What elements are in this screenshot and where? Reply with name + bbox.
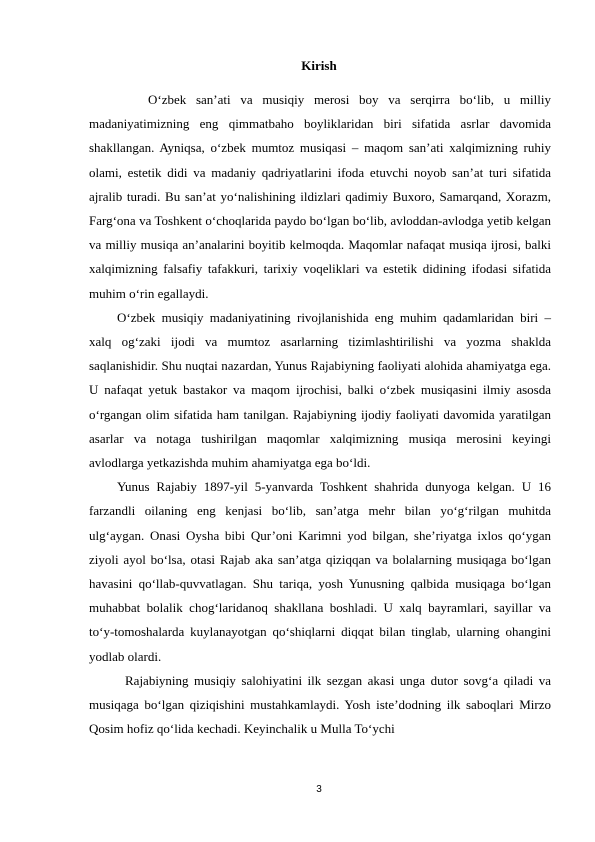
page-number: 3 [316, 784, 322, 795]
paragraph-1: O‘zbek san’ati va musiqiy merosi boy va serqirra bo‘lib, u milliy madaniyatimizning eng qimmatbaho boyliklaridan biri sifatida asrlar davomida shakllangan. Ayniqsa, o‘zbek mumtoz musiqasi – maqom san’ati xalqimizning ruhiy olami, estetik didi va madaniy qadriyatlarini ifoda etuvchi noyob san’at turi sifatida ajralib turadi. Bu san’at yo‘nalishining ildizlari qadimiy Buxoro, Samarqand, Xorazm, Farg‘ona va Toshkent o‘choqlarida paydo bo‘lgan bo‘lib, avloddan-avlodga yetib kelgan va milliy musiqa an’analarini boyitib kelmoqda. Maqomlar nafaqat musiqa ijrosi, balki xalqimizning falsafiy tafakkuri, tarixiy voqeliklari va estetik didining ifodasi sifatida muhim o‘rin egallaydi. [89, 92, 551, 301]
paragraph-3: Yunus Rajabiy 1897-yil 5-yanvarda Toshkent shahrida dunyoga kelgan. U 16 farzandli oilaning eng kenjasi bo‘lib, san’atga mehr bilan yo‘g‘rilgan muhitda ulg‘aygan. Onasi Oysha bibi Qur’oni Karimni yod bilgan, she’riyatga ixlos qo‘ygan ziyoli ayol bo‘lsa, otasi Rajab aka san’atga qiziqqan va bolalarning musiqaga bo‘lgan havasini qo‘llab-quvvatlagan. Shu tariqa, yosh Yunusning qalbida musiqaga bo‘lgan muhabbat bolalik chog‘laridanoq shakllana boshladi. U xalq bayramlari, sayillar va to‘y-tomoshalarda kuylanayotgan qo‘shiqlarni diqqat bilan tinglab, ularning ohangini yodlab olardi. [89, 479, 551, 664]
document-body [89, 88, 551, 741]
paragraph-4: Rajabiyning musiqiy salohiyatini ilk sezgan akasi unga dutor sovg‘a qiladi va musiqaga bo‘lgan qiziqishini mustahkamlaydi. Yosh iste’dodning ilk saboqlari Mirzo Qosim hofiz qo‘lida kechadi. Keyinchalik u Mulla To‘ychi [89, 672, 551, 737]
page-title: Kirish [301, 58, 337, 73]
paragraph-2: O‘zbek musiqiy madaniyatining rivojlanishida eng muhim qadamlaridan biri – xalq og‘zaki ijodi va mumtoz asarlarning tizimlashtirilishi va yozma shaklda saqlanishidir. Shu nuqtai nazardan, Yunus Rajabiyning faoliyati alohida ahamiyatga ega. U nafaqat yetuk bastakor va maqom ijrochisi, balki o‘zbek musiqasini ilmiy asosda o‘rgangan olim sifatida ham tanilgan. Rajabiyning ijodiy faoliyati davomida yaratilgan asarlar va notaga tushirilgan maqomlar xalqimizning musiqa merosini keyingi avlodlarga yetkazishda muhim ahamiyatga ega bo‘ldi. [89, 309, 551, 471]
